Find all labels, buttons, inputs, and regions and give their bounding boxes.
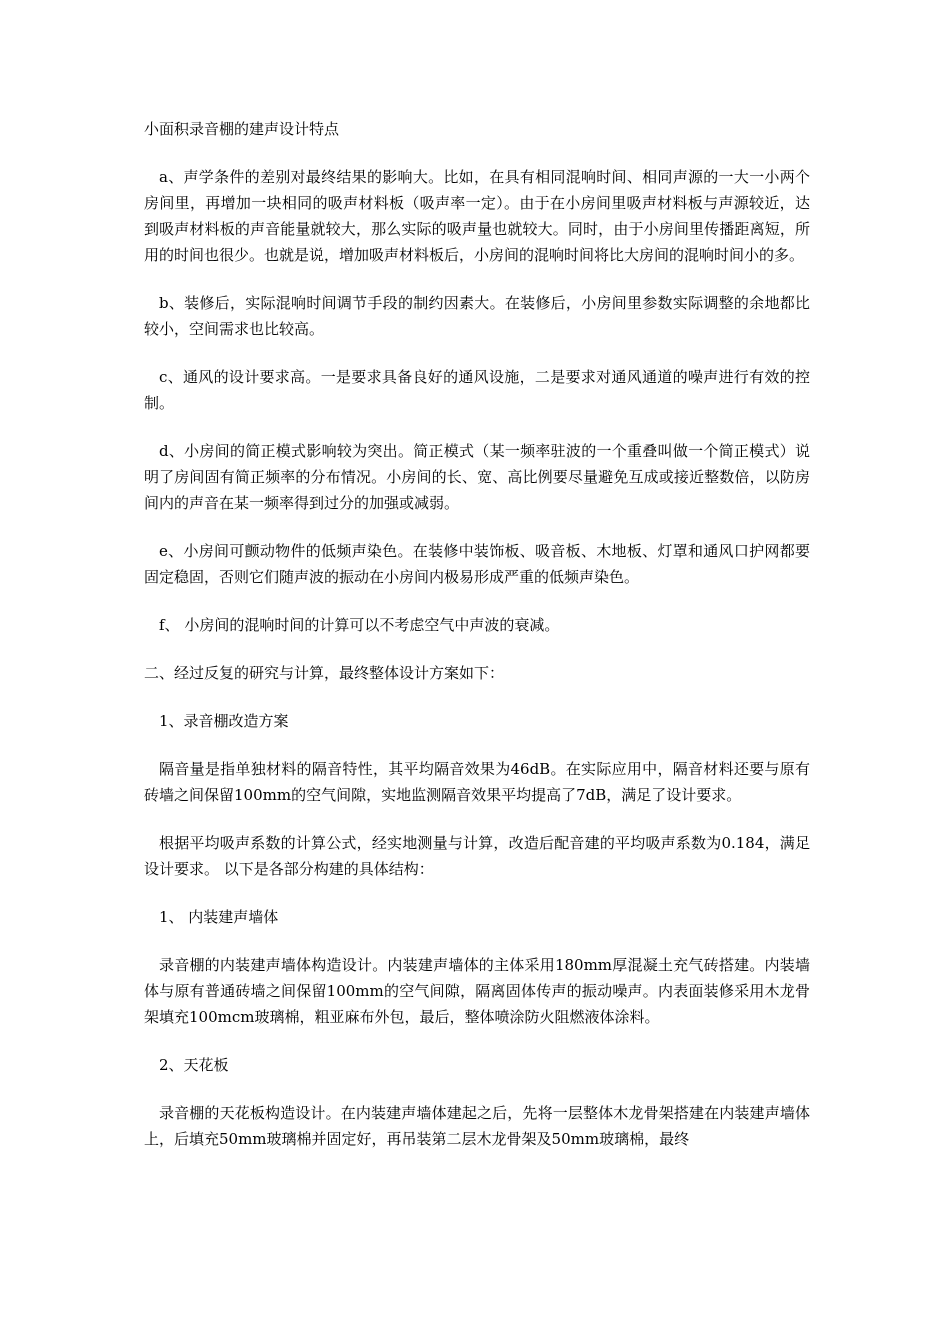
subheading-ceiling: 2、天花板 [159,1056,229,1074]
document-body [144,116,810,1174]
paragraph-ceiling: 录音棚的天花板构造设计。在内装建声墙体建起之后，先将一层整体木龙骨架搭建在内装建声墙体上，后填充50mm玻璃棉并固定好，再吊装第二层木龙骨架及50mm玻璃棉，最终 [144,1104,810,1148]
paragraph-sound-insulation: 隔音量是指单独材料的隔音特性，其平均隔音效果为46dB。在实际应用中，隔音材料还要与原有砖墙之间保留100mm的空气间隙，实地监测隔音效果平均提高了7dB，满足了设计要求。 [144,760,810,804]
paragraph-a: a、声学条件的差别对最终结果的影响大。比如，在具有相同混响时间、相同声源的一大一小两个房间里，再增加一块相同的吸声材料板（吸声率一定）。由于在小房间里吸声材料板与声源较近，达到吸声材料板的声音能量就较大，那么实际的吸声量也就较大。同时，由于小房间里传播距离短，所用的时间也很少。也就是说，增加吸声材料板后，小房间的混响时间将比大房间的混响时间小的多。 [144,168,810,264]
subheading-renovation-plan: 1、录音棚改造方案 [159,712,289,730]
document-title: 小面积录音棚的建声设计特点 [144,120,340,138]
paragraph-b: b、装修后，实际混响时间调节手段的制约因素大。在装修后，小房间里参数实际调整的余地都比较小，空间需求也比较高。 [144,294,810,338]
paragraph-f: f、 小房间的混响时间的计算可以不考虑空气中声波的衰减。 [159,616,560,634]
section-heading-2: 二、经过反复的研究与计算，最终整体设计方案如下： [144,664,505,682]
paragraph-absorption-coefficient: 根据平均吸声系数的计算公式，经实地测量与计算，改造后配音建的平均吸声系数为0.184，满足设计要求。 以下是各部分构建的具体结构： [144,834,810,878]
paragraph-c: c、通风的设计要求高。一是要求具备良好的通风设施，二是要求对通风通道的噪声进行有效的控制。 [144,368,810,412]
subheading-inner-wall: 1、 内装建声墙体 [159,908,279,926]
paragraph-d: d、小房间的简正模式影响较为突出。简正模式（某一频率驻波的一个重叠叫做一个简正模式）说明了房间固有简正频率的分布情况。小房间的长、宽、高比例要尽量避免互成或接近整数倍，以防房间内的声音在某一频率得到过分的加强或减弱。 [144,442,810,512]
paragraph-e: e、小房间可颤动物件的低频声染色。在装修中装饰板、吸音板、木地板、灯罩和通风口护网都要固定稳固，否则它们随声波的振动在小房间内极易形成严重的低频声染色。 [144,542,810,586]
paragraph-inner-wall: 录音棚的内装建声墙体构造设计。内装建声墙体的主体采用180mm厚混凝土充气砖搭建。内装墙体与原有普通砖墙之间保留100mm的空气间隙，隔离固体传声的振动噪声。内表面装修采用木龙骨架填充100mcm玻璃棉，粗亚麻布外包，最后，整体喷涂防火阻燃液体涂料。 [144,956,810,1026]
